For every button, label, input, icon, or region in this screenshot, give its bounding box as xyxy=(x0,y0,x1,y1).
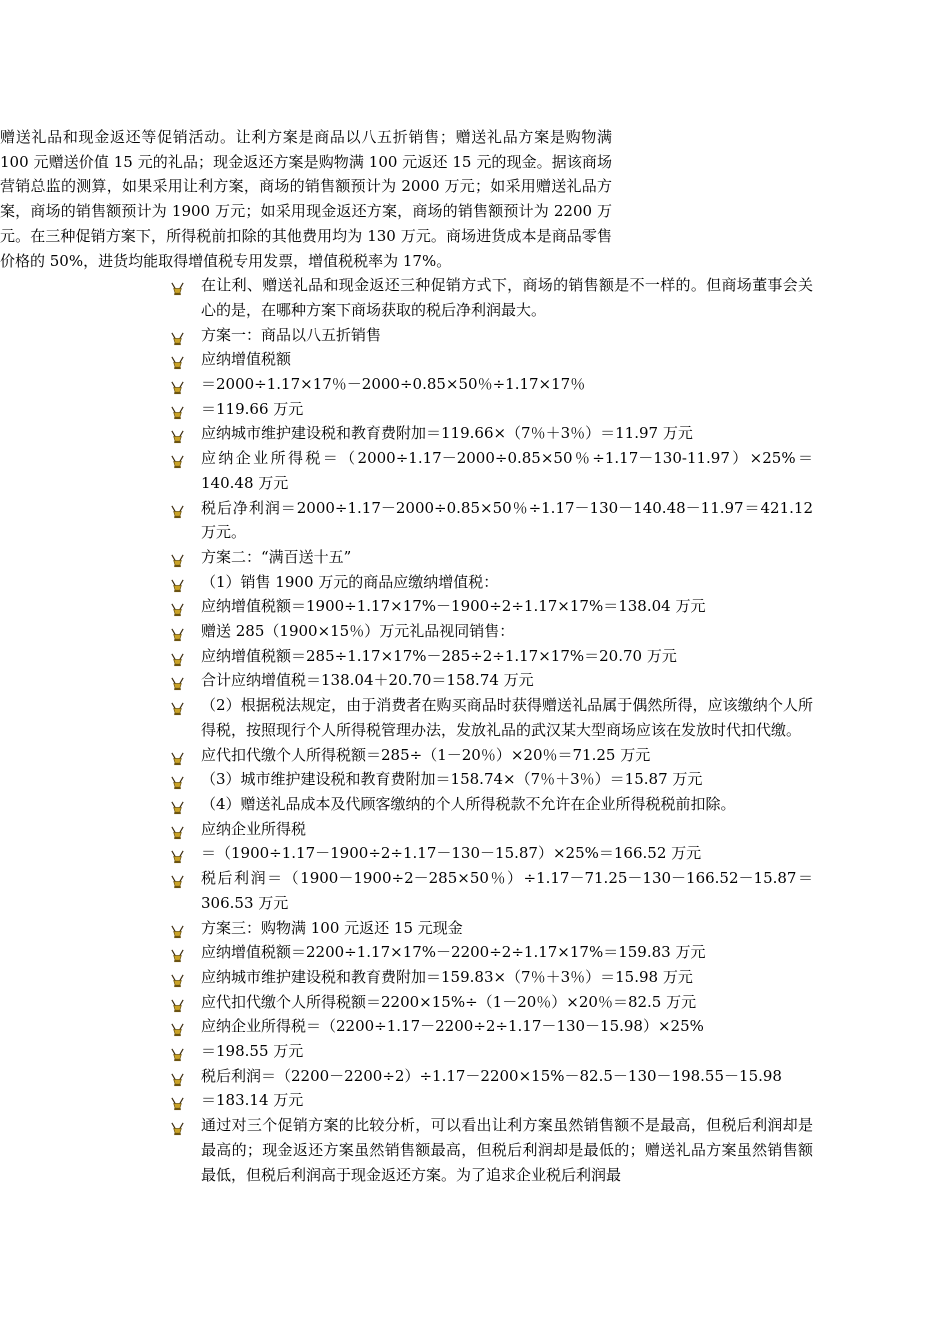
list-item xyxy=(201,619,813,644)
list-item xyxy=(201,940,813,965)
list-item xyxy=(201,545,813,570)
list-item-text: 税后利润＝（2200－2200÷2）÷1.17－2200×15%－82.5－130－198.55－15.98 xyxy=(201,1066,782,1085)
list-item-text: 应代扣代缴个人所得税额＝2200×15%÷（1－20％）×20％＝82.5 万元 xyxy=(201,992,697,1011)
list-item xyxy=(201,668,813,693)
list-item-text: 通过对三个促销方案的比较分析，可以看出让利方案虽然销售额不是最高，但税后利润却是最高的；现金返还方案虽然销售额最高，但税后利润却是最低的；赠送礼品方案虽然销售额最低，但税后利润高于现金返还方案。为了追求企业税后利润最 xyxy=(201,1116,813,1184)
trophy-bullet-icon xyxy=(170,971,185,986)
trophy-bullet-icon xyxy=(170,427,185,442)
trophy-bullet-icon xyxy=(170,946,185,961)
trophy-bullet-icon xyxy=(170,699,185,714)
trophy-bullet-icon xyxy=(170,1094,185,1109)
trophy-bullet-icon xyxy=(170,872,185,887)
list-item xyxy=(201,1088,813,1113)
list-item-text: ＝198.55 万元 xyxy=(201,1042,304,1061)
list-item-text: ＝119.66 万元 xyxy=(201,399,304,418)
list-item-text: 方案三：购物满 100 元返还 15 元现金 xyxy=(201,918,463,937)
list-item-text: 应纳城市维护建设税和教育费附加＝159.83×（7％＋3％）＝15.98 万元 xyxy=(201,967,693,986)
list-item xyxy=(201,644,813,669)
list-item-text: 应纳企业所得税 xyxy=(201,819,307,838)
list-item-text: 应纳增值税额＝2200÷1.17×17%－2200÷2÷1.17×17%＝159.83 万元 xyxy=(201,943,706,962)
list-item-text: 应纳增值税额 xyxy=(201,350,292,369)
list-item-text: （2）根据税法规定，由于消费者在购买商品时获得赠送礼品属于偶然所得，应该缴纳个人所得税，按照现行个人所得税管理办法，发放礼品的武汉某大型商场应该在发放时代扣代缴。 xyxy=(201,696,813,739)
list-item-text: 方案一：商品以八五折销售 xyxy=(201,325,382,344)
list-item-text: ＝（1900÷1.17－1900÷2÷1.17－130－15.87）×25%＝166.52 万元 xyxy=(201,844,702,863)
trophy-bullet-icon xyxy=(170,674,185,689)
trophy-bullet-icon xyxy=(170,353,185,368)
trophy-bullet-icon xyxy=(170,576,185,591)
list-item-text: 在让利、赠送礼品和现金返还三种促销方式下，商场的销售额是不一样的。但商场董事会关心的是，在哪种方案下商场获取的税后净利润最大。 xyxy=(201,276,813,319)
trophy-bullet-icon xyxy=(170,650,185,665)
list-item xyxy=(201,817,813,842)
list-item-text: ＝183.14 万元 xyxy=(201,1091,304,1110)
list-item-text: 应纳增值税额＝1900÷1.17×17%－1900÷2÷1.17×17%＝138.04 万元 xyxy=(201,597,706,616)
list-item-text: 应纳城市维护建设税和教育费附加＝119.66×（7％＋3％）＝11.97 万元 xyxy=(201,424,693,443)
list-item-text: （1）销售 1900 万元的商品应缴纳增值税： xyxy=(201,572,499,591)
trophy-bullet-icon xyxy=(170,1119,185,1134)
list-item xyxy=(201,421,813,446)
trophy-bullet-icon xyxy=(170,625,185,640)
list-item-text: 应代扣代缴个人所得税额＝285÷（1－20％）×20％＝71.25 万元 xyxy=(201,745,651,764)
list-item xyxy=(201,767,813,792)
intro-paragraph: 赠送礼品和现金返还等促销活动。让利方案是商品以八五折销售；赠送礼品方案是购物满 100 元赠送价值 15 元的礼品；现金返还方案是购物满 100 元返还 15 元的现金。据该商场营销总监的测算，如果采用让利方案，商场的销售额预计为 2000 万元；如采用赠送礼品方案，商场的销售额预计为 1900 万元；如采用现金返还方案，商场的销售额预计为 2200 万元。在三种促销方案下，所得税前扣除的其他费用均为 130 万元。商场进货成本是商品零售价格的 50%，进货均能取得增值税专用发票，增值税税率为 17%。 xyxy=(0,128,612,270)
list-item xyxy=(201,323,813,348)
list-item xyxy=(201,792,813,817)
list-item-text: 税后利润＝（1900－1900÷2－285×50％）÷1.17－71.25－130－166.52－15.87＝306.53 万元 xyxy=(201,869,813,912)
list-item xyxy=(201,1014,813,1039)
trophy-bullet-icon xyxy=(170,773,185,788)
list-item xyxy=(201,446,813,495)
list-item-text: 赠送 285（1900×15％）万元礼品视同销售： xyxy=(201,622,515,641)
list-item xyxy=(201,594,813,619)
list-item xyxy=(201,1113,813,1187)
trophy-bullet-icon xyxy=(170,329,185,344)
list-item-text: （4）赠送礼品成本及代顾客缴纳的个人所得税款不允许在企业所得税税前扣除。 xyxy=(201,794,736,813)
trophy-bullet-icon xyxy=(170,996,185,1011)
trophy-bullet-icon xyxy=(170,502,185,517)
list-item-text: （3）城市维护建设税和教育费附加＝158.74×（7％＋3％）＝15.87 万元 xyxy=(201,770,703,789)
list-item xyxy=(201,841,813,866)
list-item-text: ＝2000÷1.17×17％－2000÷0.85×50％÷1.17×17％ xyxy=(201,375,586,394)
list-item xyxy=(201,1064,813,1089)
list-item-text: 税后净利润＝2000÷1.17－2000÷0.85×50％÷1.17－130－140.48－11.97＝421.12 万元。 xyxy=(201,498,813,542)
trophy-bullet-icon xyxy=(170,1020,185,1035)
trophy-bullet-icon xyxy=(170,378,185,393)
list-item-text: 合计应纳增值税＝138.04＋20.70＝158.74 万元 xyxy=(201,671,534,690)
list-item xyxy=(201,570,813,595)
trophy-bullet-icon xyxy=(170,847,185,862)
list-item xyxy=(201,273,813,322)
list-item xyxy=(201,496,813,545)
list-item xyxy=(201,693,813,742)
list-item-text: 方案二：“满百送十五” xyxy=(201,547,352,566)
list-item xyxy=(201,866,813,915)
document-page xyxy=(0,125,950,1187)
trophy-bullet-icon xyxy=(170,749,185,764)
list-item xyxy=(201,1039,813,1064)
list-item xyxy=(201,743,813,768)
list-item-text: 应纳企业所得税＝（2200÷1.17－2200÷2÷1.17－130－15.98）×25% xyxy=(201,1017,704,1036)
list-item xyxy=(201,372,813,397)
list-item xyxy=(201,347,813,372)
list-item-text: 应纳企业所得税＝（2000÷1.17－2000÷0.85×50％÷1.17－130-11.97）×25%＝140.48 万元 xyxy=(201,449,813,492)
trophy-bullet-icon xyxy=(170,279,185,294)
trophy-bullet-icon xyxy=(170,1045,185,1060)
list-item xyxy=(201,916,813,941)
list-item xyxy=(201,990,813,1015)
trophy-bullet-icon xyxy=(170,823,185,838)
list-item xyxy=(201,397,813,422)
bullet-list xyxy=(0,273,950,1187)
trophy-bullet-icon xyxy=(170,922,185,937)
trophy-bullet-icon xyxy=(170,600,185,615)
list-item xyxy=(201,965,813,990)
trophy-bullet-icon xyxy=(170,1070,185,1085)
trophy-bullet-icon xyxy=(170,551,185,566)
trophy-bullet-icon xyxy=(170,403,185,418)
list-item-text: 应纳增值税额＝285÷1.17×17%－285÷2÷1.17×17%＝20.70 万元 xyxy=(201,646,677,665)
trophy-bullet-icon xyxy=(170,798,185,813)
trophy-bullet-icon xyxy=(170,452,185,467)
